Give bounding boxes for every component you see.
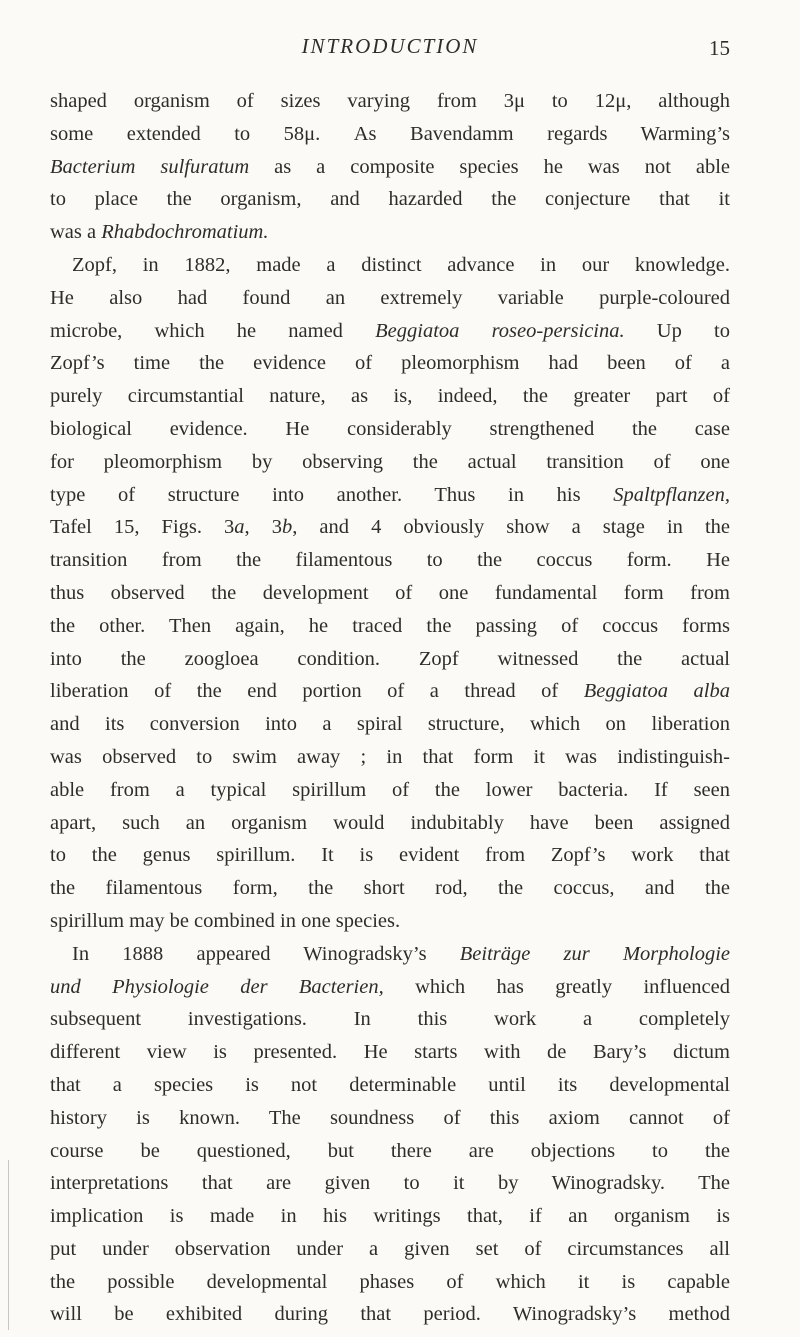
text-line: and its conversion into a spiral structure, which on liberation (50, 713, 730, 736)
text-line: apart, such an organism would indubitably have been assigned (50, 811, 730, 834)
text-line: subsequent investigations. In this work a completely (50, 1008, 730, 1031)
book-page (50, 0, 730, 1337)
text-line: will be exhibited during that period. Winogradsky’s method (50, 1303, 730, 1326)
text-line: type of structure into another. Thus in his Spaltpflanzen, (50, 483, 730, 506)
text-line: to place the organism, and hazarded the conjecture that it (50, 188, 730, 211)
text-line: was observed to swim away ; in that form it was indistinguish- (50, 745, 730, 768)
text-line: the other. Then again, he traced the passing of coccus forms (50, 614, 730, 637)
text-line: history is known. The soundness of this axiom cannot of (50, 1106, 730, 1129)
text-line: shaped organism of sizes varying from 3μ to 12μ, although (50, 90, 730, 112)
text-line: to the genus spirillum. It is evident from Zopf’s work that (50, 844, 730, 867)
text-line: purely circumstantial nature, as is, indeed, the greater part of (50, 385, 730, 408)
text-line: into the zoogloea condition. Zopf witnessed the actual (50, 647, 730, 670)
text-line: Zopf’s time the evidence of pleomorphism had been of a (50, 352, 730, 375)
page-header (50, 34, 730, 64)
text-line: course be questioned, but there are objections to the (50, 1139, 730, 1162)
text-line: interpretations that are given to it by Winogradsky. The (50, 1172, 730, 1195)
text-line: for pleomorphism by observing the actual transition of one (50, 450, 730, 473)
text-line: was a Rhabdochromatium. (50, 221, 269, 244)
text-line: some extended to 58μ. As Bavendamm regards Warming’s (50, 122, 730, 145)
text-line: able from a typical spirillum of the lower bacteria. If seen (50, 778, 730, 801)
text-line: the filamentous form, the short rod, the coccus, and the (50, 877, 730, 900)
text-line: the possible developmental phases of which it is capable (50, 1270, 730, 1293)
text-line: He also had found an extremely variable purple-coloured (50, 286, 730, 309)
text-line: different view is presented. He starts with de Bary’s dictum (50, 1041, 730, 1064)
text-line: spirillum may be combined in one species. (50, 909, 401, 932)
text-line: thus observed the development of one fundamental form from (50, 581, 730, 604)
scan-edge-mark (8, 1160, 9, 1330)
body-text (50, 85, 730, 1331)
text-line: put under observation under a given set of circumstances all (50, 1237, 730, 1260)
text-line: that a species is not determinable until its developmental (50, 1073, 730, 1096)
text-line: transition from the filamentous to the coccus form. He (50, 549, 730, 572)
text-line: Bacterium sulfuratum as a composite species he was not able (50, 155, 730, 178)
text-line: implication is made in his writings that, if an organism is (50, 1205, 730, 1228)
text-line: In 1888 appeared Winogradsky’s Beiträge zur Morphologie (72, 942, 730, 965)
text-line: microbe, which he named Beggiatoa roseo-persicina. Up to (50, 319, 730, 342)
text-line: liberation of the end portion of a thread of Beggiatoa alba (50, 680, 730, 703)
text-line: biological evidence. He considerably strengthened the case (50, 417, 730, 440)
text-line: und Physiologie der Bacterien, which has greatly influenced (50, 975, 730, 998)
text-line: Zopf, in 1882, made a distinct advance in our knowledge. (72, 253, 730, 276)
page-number: 15 (709, 36, 730, 60)
running-title: INTRODUCTION (301, 34, 479, 58)
text-line: Tafel 15, Figs. 3a, 3b, and 4 obviously show a stage in the (50, 516, 730, 539)
